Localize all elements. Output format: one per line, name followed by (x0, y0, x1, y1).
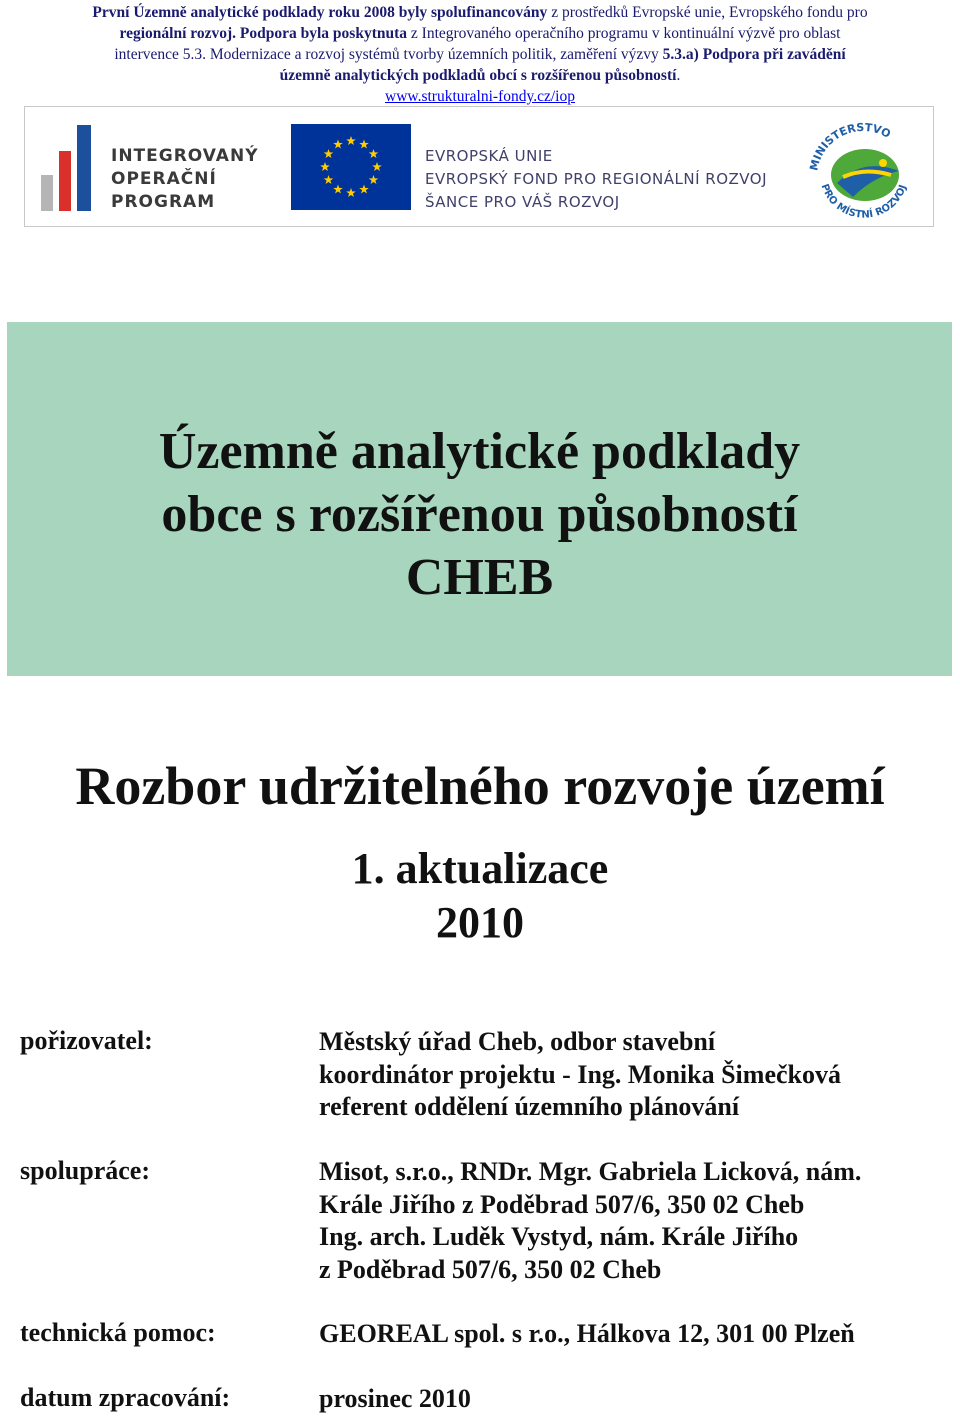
iop-logo-icon (41, 125, 105, 211)
document-title: Územně analytické podklady obce s rozšířenou působností CHEB (158, 423, 801, 606)
eu-logo-text: EVROPSKÁ UNIE EVROPSKÝ FOND PRO REGIONÁLNÍ ROZVOJ ŠANCE PRO VÁŠ ROZVOJ (425, 147, 768, 211)
funding-note (14, 2, 946, 107)
ministry-logo-icon (803, 117, 923, 219)
funding-url-link[interactable]: www.strukturalni-fondy.cz/iop (385, 88, 575, 105)
datum-label: datum zpracování: (20, 1383, 231, 1412)
funding-line-2: regionální rozvoj. Podpora byla poskytnuta z Integrovaného operačního programu v kontinuální výzvě pro oblast (119, 25, 841, 42)
document-subtitle: Rozbor udržitelného rozvoje území (75, 756, 885, 816)
spoluprace-value: Misot, s.r.o., RNDr. Mgr. Gabriela Licková, nám. Krále Jiřího z Poděbrad 507/6, 350 02 Cheb Ing. arch. Luděk Vystyd, nám. Krále Jiřího z Poděbrad 507/6, 350 02 Cheb (319, 1157, 862, 1284)
svg-text:MINISTERSTVO: MINISTERSTVO (807, 120, 893, 172)
funding-line-3: intervence 5.3. Modernizace a rozvoj systémů tvorby územních politik, zaměření výzvy 5.3.a) Podpora při zavádění (114, 46, 846, 63)
funding-line-4: územně analytických podkladů obcí s rozšířenou působností. (279, 67, 681, 84)
spoluprace-label: spolupráce: (20, 1156, 150, 1185)
title-banner (7, 322, 952, 676)
technicka-pomoc-label: technická pomoc: (20, 1318, 216, 1347)
porizovatel-label: pořizovatel: (20, 1026, 153, 1055)
svg-text:PRO MÍSTNÍ ROZVOJ: PRO MÍSTNÍ ROZVOJ (818, 182, 910, 219)
logo-strip (24, 106, 934, 227)
porizovatel-value: Městský úřad Cheb, odbor stavební koordinátor projektu - Ing. Monika Šimečková referent oddělení územního plánování (319, 1027, 841, 1121)
technicka-pomoc-value: GEOREAL spol. s r.o., Hálkova 12, 301 00 Plzeň (319, 1319, 855, 1348)
datum-value: prosinec 2010 (319, 1384, 471, 1413)
update-info: 1. aktualizace 2010 (351, 844, 609, 947)
iop-logo-text: INTEGROVANÝ OPERAČNÍ PROGRAM (111, 146, 259, 212)
funding-line-1: První Územně analytické podklady roku 2008 byly spolufinancovány z prostředků Evropské unie, Evropského fondu pro (92, 4, 868, 21)
eu-flag-icon (291, 124, 411, 210)
